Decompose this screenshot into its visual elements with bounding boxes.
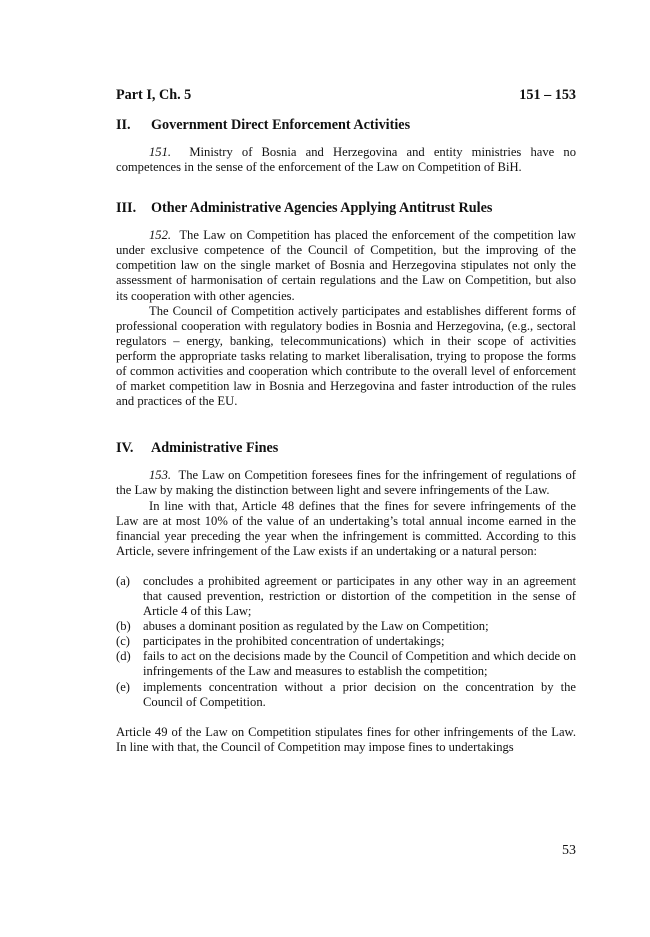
header-chapter: Part I, Ch. 5: [116, 87, 192, 103]
paragraph-text: The Council of Competition actively participates and establishes different forms of professional cooperation with regulatory bodies in Bosnia and Herzegovina, (e.g., sectoral regulators – energy, banking, telecommunications) which in their scope of activities perform the appropriate tasks relating to market liberalisation, trying to propose the forms of common activities and cooperation which contribute to the overall level of enforcement of market competition law in Bosnia and Herzegovina and faster introduction of the rules and practices of the EU.: [116, 303, 576, 409]
paragraph-text: The Law on Competition has placed the enforcement of the competition law under exclusive competence of the Council of Competition, but the improving of the competition law on the single market of Bosnia and Herzegovina stipulates not only the assessment of harmonisation of certain regulations and the Law on Competition, but also its cooperation with other agencies.: [116, 228, 576, 303]
list-item: [116, 634, 576, 649]
section-number: IV.: [116, 440, 134, 457]
document-page: [116, 86, 577, 858]
running-header: [116, 86, 576, 104]
section-number: III.: [116, 200, 137, 217]
closing-paragraph: Article 49 of the Law on Competition stipulates fines for other infringements of the Law. In line with that, the Council of Competition may impose fines to undertakings: [116, 724, 576, 754]
section-heading-iii: [116, 199, 576, 217]
list-item: [116, 574, 576, 619]
section-number: II.: [116, 117, 131, 133]
paragraph-152-continued: [116, 304, 576, 410]
infringement-list: [116, 574, 576, 710]
paragraph-number: 151.: [149, 145, 172, 159]
paragraph-text: The Law on Competition foresees fines for the infringement of regulations of the Law by making the distinction between light and severe infringements of the Law.: [116, 468, 576, 498]
paragraph-number: 153.: [149, 468, 172, 483]
paragraph-152: [116, 228, 576, 303]
paragraph-153: [116, 468, 576, 498]
list-item-text: participates in the prohibited concentration of undertakings;: [143, 634, 445, 649]
section-heading-iv: [116, 439, 576, 457]
list-item: [116, 649, 576, 679]
list-item-text: fails to act on the decisions made by the Council of Competition and which decide on infringements of the Law and measures to establish the competition;: [143, 649, 576, 679]
page-number: 53: [562, 843, 576, 858]
list-item-label: (e): [116, 679, 130, 694]
paragraph-153-continued: [116, 499, 576, 559]
list-item-text: concludes a prohibited agreement or participates in any other way in an agreement that caused prevention, restriction or distortion of the competition in the sense of Article 4 of this Law;: [143, 573, 576, 619]
header-paragraph-range: 151 – 153: [519, 87, 576, 103]
list-item-text: abuses a dominant position as regulated by the Law on Competition;: [143, 619, 489, 634]
list-item-label: (c): [116, 634, 130, 649]
paragraph-151: [116, 145, 576, 175]
paragraph-text: In line with that, Article 48 defines that the fines for severe infringements of the Law are at most 10% of the value of an undertaking’s total annual income earned in the financial year preceding the year when the infringement is committed. According to this Article, severe infringement of the Law exists if an undertaking or a natural person:: [116, 498, 576, 558]
list-item: [116, 680, 576, 710]
list-item: [116, 619, 576, 634]
list-item-label: (d): [116, 649, 131, 664]
paragraph-number: 152.: [149, 228, 172, 243]
section-title: Other Administrative Agencies Applying Antitrust Rules: [151, 200, 493, 217]
list-item-label: (a): [116, 573, 130, 588]
section-title: Administrative Fines: [151, 440, 279, 457]
section-heading-ii: [116, 116, 576, 134]
paragraph-text: Ministry of Bosnia and Herzegovina and entity ministries have no competences in the sense of the enforcement of the Law on Competition of BiH.: [116, 145, 577, 175]
section-title: Government Direct Enforcement Activities: [151, 117, 411, 133]
list-item-text: implements concentration without a prior decision on the concentration by the Council of Competition.: [143, 679, 576, 709]
list-item-label: (b): [116, 619, 131, 634]
